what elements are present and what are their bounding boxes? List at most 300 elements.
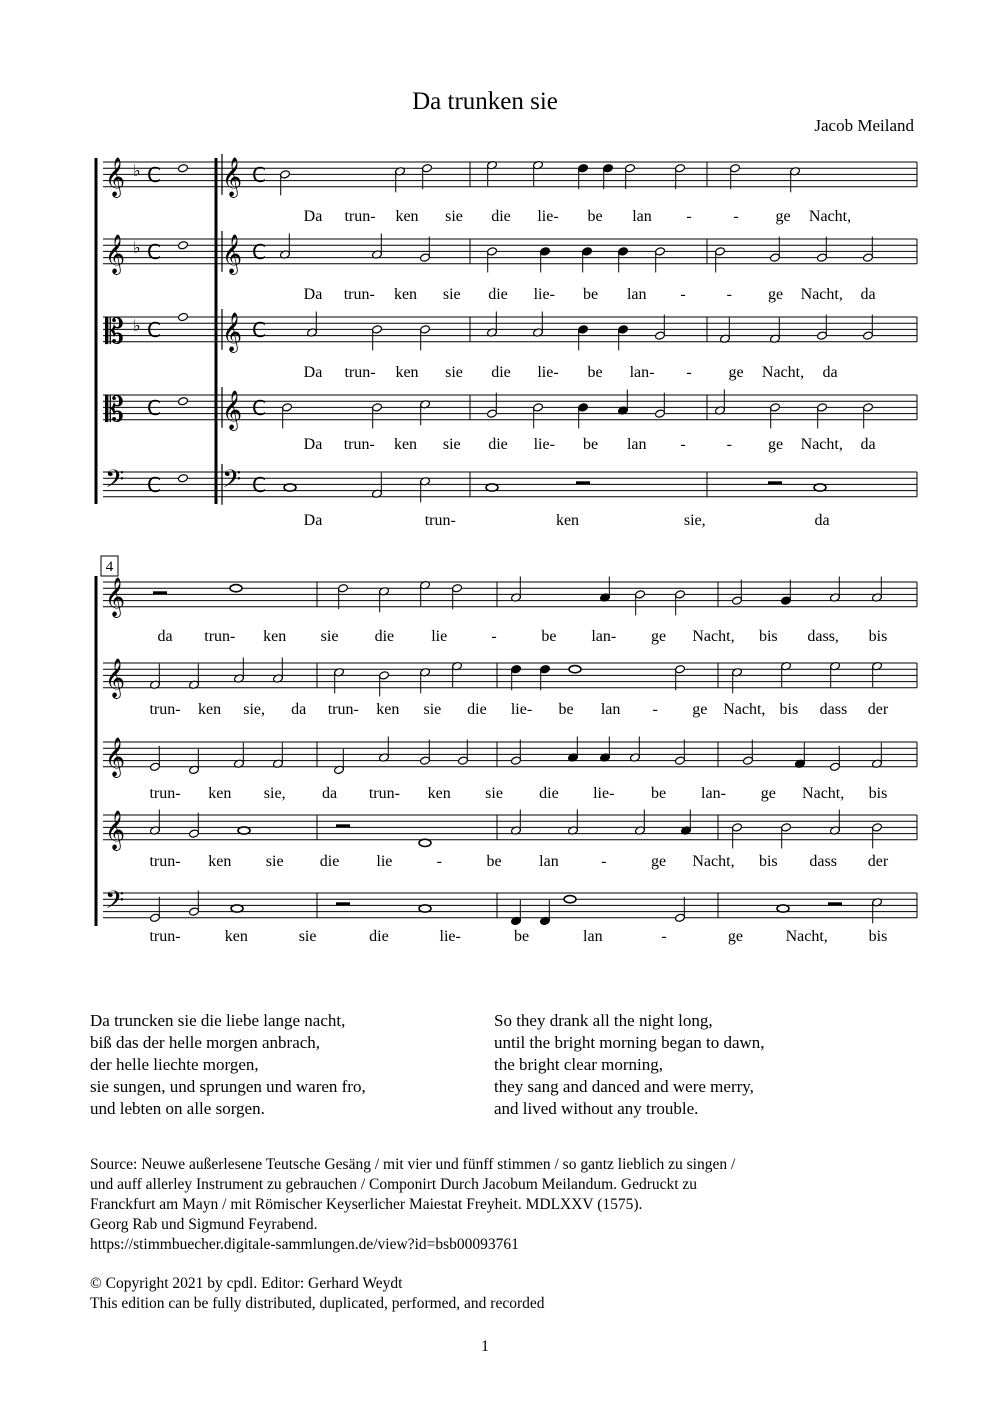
note-head — [675, 164, 686, 190]
note-head — [422, 164, 433, 190]
flat-sign-icon: ♭ — [133, 161, 141, 180]
note-head — [830, 746, 841, 772]
lyric-syllable: trun- — [149, 701, 181, 718]
lyric-syllable: trun- — [327, 701, 359, 718]
lyric-syllable: - — [652, 701, 658, 718]
lyric-syllable: die — [491, 208, 511, 225]
note-head — [781, 823, 792, 849]
note-head — [420, 740, 431, 766]
lyric-syllable: lan — [539, 853, 559, 870]
lyric-syllable: lan — [583, 928, 603, 945]
note-head — [533, 160, 544, 186]
lyric-syllable: sie — [485, 785, 503, 802]
whole-note — [419, 905, 431, 912]
page-number: 1 — [481, 1338, 489, 1355]
treble-clef-icon: 𝄞 — [105, 577, 126, 617]
time-signature-icon: C — [252, 473, 266, 497]
note-head — [715, 390, 726, 416]
lyric-syllable: Nacht, — [723, 701, 766, 718]
lyric-syllable: trun- — [149, 785, 181, 802]
lyric-syllable: ken — [395, 364, 419, 381]
lyric-syllable: dass — [819, 701, 848, 718]
lyric-syllable: Nacht, — [692, 853, 735, 870]
note-head — [635, 810, 646, 836]
lyric-syllable: da — [860, 436, 876, 453]
note-head — [307, 312, 318, 338]
time-signature-icon: C — [147, 396, 161, 420]
note-head — [150, 810, 161, 836]
note-head — [511, 900, 522, 926]
whole-note — [238, 827, 250, 834]
whole-note — [231, 905, 243, 912]
bass-clef-icon: 𝄢 — [105, 886, 125, 921]
note-head — [189, 891, 200, 917]
treble-clef-icon: 𝄞 — [222, 312, 243, 352]
note-head — [817, 237, 828, 263]
lyric-syllable: Nacht, — [761, 364, 805, 381]
lyric-syllable: lie- — [533, 286, 555, 303]
lyric-syllable: da — [321, 785, 338, 802]
page-title: Da trunken sie — [412, 88, 558, 115]
note-head — [730, 164, 741, 190]
note-head — [568, 810, 579, 836]
rest-mark — [336, 824, 350, 827]
lyric-syllable: lie- — [593, 785, 615, 802]
time-signature-icon: C — [252, 396, 266, 420]
lyric-syllable: be — [582, 436, 599, 453]
lyric-syllable: ken — [208, 853, 232, 870]
lyric-syllable: sie — [320, 628, 339, 645]
note-head — [872, 661, 883, 687]
source-note — [90, 1155, 735, 1255]
lyric-syllable: lan — [626, 286, 647, 303]
lyric-syllable: die — [374, 628, 395, 645]
flat-sign-icon: ♭ — [133, 238, 141, 257]
note-head — [487, 247, 498, 273]
lyric-syllable: lan- — [591, 628, 617, 645]
whole-note — [564, 896, 576, 903]
lyric-syllable: trun- — [343, 436, 375, 453]
flat-sign-icon: ♭ — [133, 316, 141, 335]
lyric-syllable: ken — [395, 208, 419, 225]
copyright-note — [90, 1274, 545, 1314]
lyric-syllable: Da — [303, 286, 323, 303]
note-head — [395, 167, 406, 193]
note-head — [234, 743, 245, 769]
note-head — [511, 665, 522, 691]
copyright-line: This edition can be fully distributed, duplicated, performed, and recorded — [90, 1295, 545, 1312]
note-head — [372, 473, 383, 499]
poem-german — [90, 1010, 366, 1120]
lyric-syllable: Nacht, — [800, 286, 843, 303]
lyric-syllable: da — [814, 512, 830, 529]
note-head — [872, 743, 883, 769]
note-head — [334, 668, 345, 694]
lyric-syllable: trun- — [149, 928, 181, 945]
note-head — [487, 312, 498, 338]
note-head — [273, 743, 284, 769]
lyric-syllable: - — [686, 364, 692, 381]
note-head — [533, 403, 544, 429]
lyric-syllable: ge — [651, 853, 667, 870]
note-head — [178, 474, 189, 483]
note-head — [635, 590, 646, 616]
lyric-syllable: be — [587, 364, 603, 381]
lyric-syllable: lie- — [533, 436, 555, 453]
note-head — [600, 577, 611, 603]
rest-mark — [336, 902, 350, 905]
lyric-syllable: bis — [868, 785, 888, 802]
lyric-syllable: be — [513, 928, 530, 945]
lyric-syllable: ge — [775, 208, 791, 225]
note-head — [487, 393, 498, 419]
lyric-syllable: ge — [728, 364, 744, 381]
note-head-shape — [178, 164, 189, 173]
lyric-syllable: Da — [303, 512, 323, 529]
source-line: Source: Neuwe außerlesene Teutsche Gesäng / mit vier und fünff stimmen / so gantz lieblich zu singen / — [90, 1156, 736, 1173]
lyric-syllable: sie — [265, 853, 284, 870]
lyric-syllable: ken — [393, 286, 418, 303]
lyric-syllable: lan — [600, 701, 621, 718]
note-head — [379, 671, 390, 697]
lyric-syllable: lie- — [537, 364, 559, 381]
note-head — [511, 740, 522, 766]
lyric-syllable: lan- — [701, 785, 726, 802]
lyric-syllable: sie — [442, 286, 461, 303]
note-head — [540, 665, 551, 691]
note-head — [189, 664, 200, 690]
note-head — [334, 749, 345, 775]
poem-line: der helle liechte morgen, — [90, 1055, 259, 1074]
time-signature-icon: C — [147, 163, 161, 187]
note-head — [420, 237, 431, 263]
source-url[interactable]: https://stimmbuecher.digitale-sammlungen.de/view?id=bsb00093761 — [90, 1236, 519, 1253]
note-head — [420, 400, 431, 426]
note-head — [675, 897, 686, 923]
lyric-syllable: ken — [427, 785, 451, 802]
lyric-syllable: die — [491, 364, 511, 381]
note-head — [578, 164, 589, 190]
treble-clef-icon: 𝄞 — [105, 737, 126, 777]
lyric-syllable: dass, — [807, 628, 839, 645]
note-head — [795, 743, 806, 769]
note-head — [280, 234, 291, 260]
lyric-syllable: be — [587, 208, 603, 225]
lyric-syllable: ken — [224, 928, 248, 945]
lyric-syllable: die — [539, 785, 559, 802]
note-head — [770, 403, 781, 429]
source-line: Franckfurt am Mayn / mit Römischer Keyserlicher Maiestat Freyheit. MDLXXV (1575). — [90, 1196, 643, 1213]
lyric-syllable: Da — [303, 364, 323, 381]
note-head — [732, 580, 743, 606]
note-head — [781, 661, 792, 687]
note-head — [150, 746, 161, 772]
lyric-syllable: be — [582, 286, 599, 303]
note-head — [487, 160, 498, 186]
lyric-syllable: Nacht, — [800, 436, 843, 453]
lyric-syllable: ken — [555, 512, 580, 529]
lyric-syllable: lie — [431, 628, 448, 645]
note-head — [511, 577, 522, 603]
note-head — [540, 247, 551, 273]
lyric-syllable: - — [491, 628, 497, 645]
lyric-syllable: bis — [758, 853, 778, 870]
note-head — [533, 312, 544, 338]
lyric-syllable: da — [860, 286, 876, 303]
note-head — [338, 584, 349, 610]
lyric-syllable: da — [822, 364, 838, 381]
note-head — [781, 580, 792, 606]
lyric-syllable: - — [726, 436, 732, 453]
note-head — [720, 318, 731, 344]
lyric-syllable: ge — [760, 785, 776, 802]
lyric-syllable: der — [867, 701, 889, 718]
lyric-syllable: trun- — [344, 208, 376, 225]
lyric-syllable: bis — [779, 701, 799, 718]
note-head — [379, 737, 390, 763]
clef-icon: 𝄡 — [105, 312, 124, 352]
composer-name: Jacob Meiland — [814, 116, 914, 135]
lyric-syllable: lan- — [629, 364, 655, 381]
note-head — [178, 397, 189, 406]
lyric-syllable: sie — [445, 208, 463, 225]
treble-clef-icon: 𝄞 — [222, 390, 243, 430]
lyric-syllable: ken — [263, 628, 287, 645]
lyric-syllable: die — [319, 853, 340, 870]
time-signature-icon: C — [147, 240, 161, 264]
poem-line: the bright clear morning, — [494, 1055, 664, 1074]
rest-mark — [768, 481, 782, 484]
measure-number: 4 — [105, 559, 114, 575]
lyric-syllable: Nacht, — [692, 628, 735, 645]
lyric-syllable: ken — [208, 785, 232, 802]
note-head — [732, 823, 743, 849]
lyric-syllable: be — [651, 785, 667, 802]
note-head — [618, 247, 629, 273]
note-head — [540, 900, 551, 926]
note-head — [830, 577, 841, 603]
lyric-syllable: Da — [303, 436, 323, 453]
note-head — [452, 584, 463, 610]
lyric-syllable: sie — [445, 364, 463, 381]
lyric-syllable: trun- — [204, 628, 236, 645]
note-head — [872, 577, 883, 603]
note-head — [234, 658, 245, 684]
poem-line: they sang and danced and were merry, — [494, 1077, 754, 1096]
lyric-syllable: lan — [632, 208, 652, 225]
whole-note — [419, 839, 431, 846]
note-head — [600, 737, 611, 763]
lyric-syllable: be — [486, 853, 502, 870]
lyric-syllable: die — [488, 286, 508, 303]
note-head — [282, 403, 293, 429]
time-signature-icon: C — [252, 318, 266, 342]
whole-note — [230, 585, 242, 592]
note-head-shape — [178, 312, 189, 321]
lyric-syllable: trun- — [368, 785, 400, 802]
clef-icon: 𝄞 — [105, 157, 126, 197]
copyright-line: © Copyright 2021 by cpdl. Editor: Gerhard Weydt — [90, 1275, 403, 1292]
lyric-syllable: - — [733, 208, 739, 225]
poem-line: sie sungen, und sprungen und waren fro, — [90, 1077, 366, 1096]
note-head — [655, 393, 666, 419]
lyric-syllable: sie, — [683, 512, 706, 529]
time-signature-icon: C — [252, 240, 266, 264]
lyric-syllable: ge — [692, 701, 708, 718]
note-head — [655, 247, 666, 273]
lyric-syllable: die — [488, 436, 508, 453]
lyric-syllable: - — [601, 853, 607, 870]
lyric-syllable: - — [436, 853, 442, 870]
note-head — [863, 237, 874, 263]
note-head — [817, 403, 828, 429]
note-head — [372, 325, 383, 351]
lyric-syllable: Nacht, — [802, 785, 845, 802]
whole-note — [284, 484, 296, 491]
lyric-syllable: ge — [727, 928, 743, 945]
lyric-syllable: bis — [758, 628, 778, 645]
lyric-syllable: der — [867, 853, 889, 870]
whole-note — [486, 484, 498, 491]
lyric-syllable: - — [661, 928, 667, 945]
note-head — [420, 325, 431, 351]
lyric-syllable: dass — [809, 853, 837, 870]
lyric-syllable: sie — [298, 928, 317, 945]
note-head — [372, 234, 383, 260]
note-head — [150, 664, 161, 690]
lyric-syllable: trun- — [344, 364, 376, 381]
note-head — [863, 315, 874, 341]
note-head — [603, 164, 614, 190]
lyric-syllable: trun- — [343, 286, 375, 303]
whole-note — [777, 905, 789, 912]
note-head — [273, 658, 284, 684]
note-head — [618, 325, 629, 351]
lyric-syllable: lan — [626, 436, 647, 453]
lyric-syllable: lie- — [510, 701, 533, 718]
treble-clef-icon: 𝄞 — [222, 234, 243, 274]
note-head — [630, 737, 641, 763]
note-head — [675, 740, 686, 766]
lyric-syllable: lie — [376, 853, 393, 870]
treble-clef-icon: 𝄞 — [105, 810, 126, 850]
note-head — [770, 237, 781, 263]
rest-mark — [153, 591, 167, 594]
note-head — [675, 665, 686, 691]
poem-line: and lived without any trouble. — [494, 1099, 699, 1118]
note-head — [732, 668, 743, 694]
lyric-syllable: sie, — [243, 701, 266, 718]
note-head-shape — [178, 474, 189, 483]
note-head — [872, 823, 883, 849]
lyric-syllable: ken — [198, 701, 222, 718]
note-head — [743, 740, 754, 766]
poem-line: und lebten on alle sorgen. — [90, 1099, 265, 1118]
note-head — [681, 810, 692, 836]
source-line: Georg Rab und Sigmund Feyrabend. — [90, 1216, 318, 1233]
note-head — [770, 318, 781, 344]
treble-clef-icon: 𝄞 — [105, 658, 126, 698]
lyric-syllable: Nacht, — [785, 928, 828, 945]
note-head — [280, 170, 291, 196]
treble-clef-icon: 𝄞 — [222, 157, 243, 197]
bass-clef-icon: 𝄢 — [105, 465, 125, 500]
note-head — [511, 810, 522, 836]
lyric-syllable: ge — [651, 628, 667, 645]
whole-note — [569, 666, 581, 673]
note-head — [420, 668, 431, 694]
lyric-syllable: bis — [868, 628, 888, 645]
note-head — [578, 325, 589, 351]
lyric-syllable: sie — [423, 701, 442, 718]
note-head — [872, 898, 883, 924]
lyric-syllable: lie- — [439, 928, 461, 945]
lyric-syllable: trun- — [149, 853, 181, 870]
clef-icon: 𝄞 — [105, 234, 126, 274]
source-line: und auff allerley Instrument zu gebrauchen / Componirt Durch Jacobum Meilandum. Gedruckt zu — [90, 1176, 698, 1193]
lyric-syllable: Nacht, — [808, 208, 852, 225]
note-head — [618, 390, 629, 416]
note-head — [790, 167, 801, 193]
lyric-syllable: ge — [767, 436, 784, 453]
note-head — [830, 810, 841, 836]
note-head — [178, 241, 189, 250]
poem-line: until the bright morning began to dawn, — [494, 1033, 765, 1052]
note-head — [420, 477, 431, 503]
poem-line: So they drank all the night long, — [494, 1011, 713, 1030]
lyric-syllable: ken — [393, 436, 418, 453]
note-head — [625, 164, 636, 190]
poem-line: Da truncken sie die liebe lange nacht, — [90, 1011, 346, 1030]
note-head — [150, 897, 161, 923]
lyric-syllable: - — [680, 436, 686, 453]
note-head — [420, 580, 431, 606]
lyric-syllable: be — [541, 628, 557, 645]
lyric-syllable: sie, — [263, 785, 286, 802]
note-head — [189, 813, 200, 839]
lyric-syllable: da — [291, 701, 307, 718]
poem-english — [494, 1010, 765, 1120]
note-head — [582, 247, 593, 273]
note-head — [863, 403, 874, 429]
note-head — [178, 164, 189, 173]
note-head — [379, 587, 390, 613]
clef-icon: 𝄡 — [105, 390, 124, 430]
note-head — [178, 312, 189, 321]
rest-mark — [828, 902, 842, 905]
lyric-syllable: be — [558, 701, 574, 718]
note-head — [817, 315, 828, 341]
note-head — [452, 661, 463, 687]
lyric-syllable: die — [369, 928, 389, 945]
lyric-syllable: da — [157, 628, 173, 645]
lyric-syllable: trun- — [424, 512, 456, 529]
note-head — [655, 315, 666, 341]
whole-note — [814, 484, 826, 491]
note-head — [458, 740, 469, 766]
note-head — [578, 403, 589, 429]
note-head — [675, 590, 686, 616]
lyric-syllable: ge — [767, 286, 784, 303]
lyric-syllable: - — [680, 286, 686, 303]
note-head — [372, 403, 383, 429]
lyric-syllable: sie — [442, 436, 461, 453]
note-head-shape — [178, 241, 189, 250]
time-signature-icon: C — [252, 163, 266, 187]
time-signature-icon: C — [147, 473, 161, 497]
note-head — [715, 247, 726, 273]
poem-line: biß das der helle morgen anbrach, — [90, 1033, 321, 1052]
